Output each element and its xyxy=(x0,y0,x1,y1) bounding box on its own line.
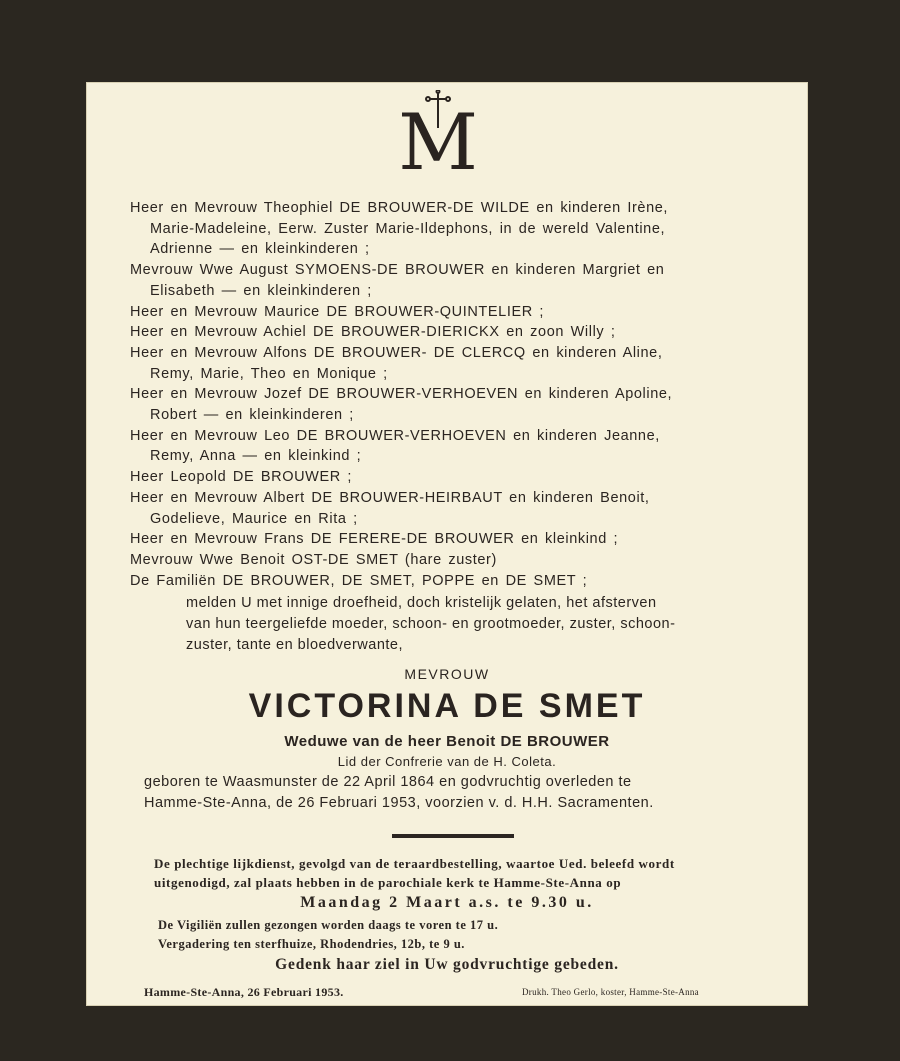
family-line: Heer en Mevrouw Frans DE FERERE-DE BROUWER en kleinkind ; xyxy=(130,531,619,548)
family-line: Heer en Mevrouw Albert DE BROUWER-HEIRBAUT en kinderen Benoit, xyxy=(130,489,650,506)
family-line: Heer en Mevrouw Alfons DE BROUWER- DE CLERCQ en kinderen Aline, xyxy=(130,344,663,361)
service-line: uitgenodigd, zal plaats hebben in de parochiale kerk te Hamme-Ste-Anna op xyxy=(154,875,622,890)
family-line: Marie-Madeleine, Eerw. Zuster Marie-Ildephons, in de wereld Valentine, xyxy=(150,220,666,237)
family-entry xyxy=(130,571,770,592)
family-entry xyxy=(130,302,770,323)
divider xyxy=(392,834,514,838)
deceased-title: MEVROUW xyxy=(404,666,490,682)
mourning-card xyxy=(86,82,808,1006)
announcement xyxy=(186,593,761,656)
gathering-line: Vergadering ten sterfhuize, Rhodendries, 12b, te 9 u. xyxy=(158,937,465,951)
place-date: Hamme-Ste-Anna, 26 Februari 1953. xyxy=(144,985,344,999)
service-line: De plechtige lijkdienst, gevolgd van de teraardbestelling, waartoe Ued. beleefd wordt xyxy=(154,856,675,871)
family-line: Heer en Mevrouw Theophiel DE BROUWER-DE WILDE en kinderen Irène, xyxy=(130,200,669,216)
family-line: Heer en Mevrouw Maurice DE BROUWER-QUINTELIER ; xyxy=(130,303,545,320)
family-entry xyxy=(130,488,770,529)
family-line: Remy, Anna — en kleinkind ; xyxy=(150,448,362,465)
vigil-details xyxy=(158,916,718,954)
announcement-line: zuster, tante en bloedverwante, xyxy=(186,637,404,653)
family-line: Heer Leopold DE BROUWER ; xyxy=(130,469,353,486)
born-line: Hamme-Ste-Anna, de 26 Februari 1953, voorzien v. d. H.H. Sacramenten. xyxy=(144,795,654,811)
family-line: Mevrouw Wwe August SYMOENS-DE BROUWER en kinderen Margriet en xyxy=(130,262,665,279)
family-line: De Familiën DE BROUWER, DE SMET, POPPE en DE SMET ; xyxy=(130,572,588,589)
widow-of: Weduwe van de heer Benoit DE BROUWER xyxy=(284,733,610,750)
family-line: Robert — en kleinkinderen ; xyxy=(150,407,354,424)
family-line: Adrienne — en kleinkinderen ; xyxy=(150,241,370,258)
family-entry xyxy=(130,550,770,571)
family-entry xyxy=(130,467,770,488)
family-line: Elisabeth — en kleinkinderen ; xyxy=(150,282,372,299)
family-entry xyxy=(130,260,770,301)
family-line: Heer en Mevrouw Jozef DE BROUWER-VERHOEVEN en kinderen Apoline, xyxy=(130,386,673,403)
monogram-letter: M xyxy=(398,98,478,188)
service-date: Maandag 2 Maart a.s. te 9.30 u. xyxy=(300,894,594,911)
born-line: geboren te Waasmunster de 22 April 1864 en godvruchtig overleden te xyxy=(144,774,632,790)
monogram xyxy=(383,90,493,188)
service-details xyxy=(154,854,779,892)
prayer-request: Gedenk haar ziel in Uw godvruchtige gebeden. xyxy=(275,956,619,973)
family-list xyxy=(130,198,770,591)
family-entry xyxy=(130,529,770,550)
deceased-name: VICTORINA DE SMET xyxy=(248,687,646,725)
family-entry xyxy=(130,426,770,467)
birth-death-details xyxy=(144,772,764,814)
family-line: Heer en Mevrouw Achiel DE BROUWER-DIERICKX en zoon Willy ; xyxy=(130,324,616,341)
family-line: Mevrouw Wwe Benoit OST-DE SMET (hare zuster) xyxy=(130,551,497,568)
family-line: Heer en Mevrouw Leo DE BROUWER-VERHOEVEN en kinderen Jeanne, xyxy=(130,427,660,444)
vigil-line: De Vigiliën zullen gezongen worden daags te voren te 17 u. xyxy=(158,918,499,932)
family-entry xyxy=(130,343,770,384)
family-line: Godelieve, Maurice en Rita ; xyxy=(150,510,358,527)
family-line: Remy, Marie, Theo en Monique ; xyxy=(150,365,388,382)
printer-credit: Drukh. Theo Gerlo, koster, Hamme-Ste-Anna xyxy=(522,987,699,997)
announcement-line: melden U met innige droefheid, doch kristelijk gelaten, het afsterven xyxy=(186,595,657,611)
family-entry xyxy=(130,322,770,343)
member-of: Lid der Confrerie van de H. Coleta. xyxy=(337,754,557,769)
family-entry xyxy=(130,198,770,260)
family-entry xyxy=(130,384,770,425)
announcement-line: van hun teergeliefde moeder, schoon- en grootmoeder, zuster, schoon- xyxy=(186,616,676,632)
